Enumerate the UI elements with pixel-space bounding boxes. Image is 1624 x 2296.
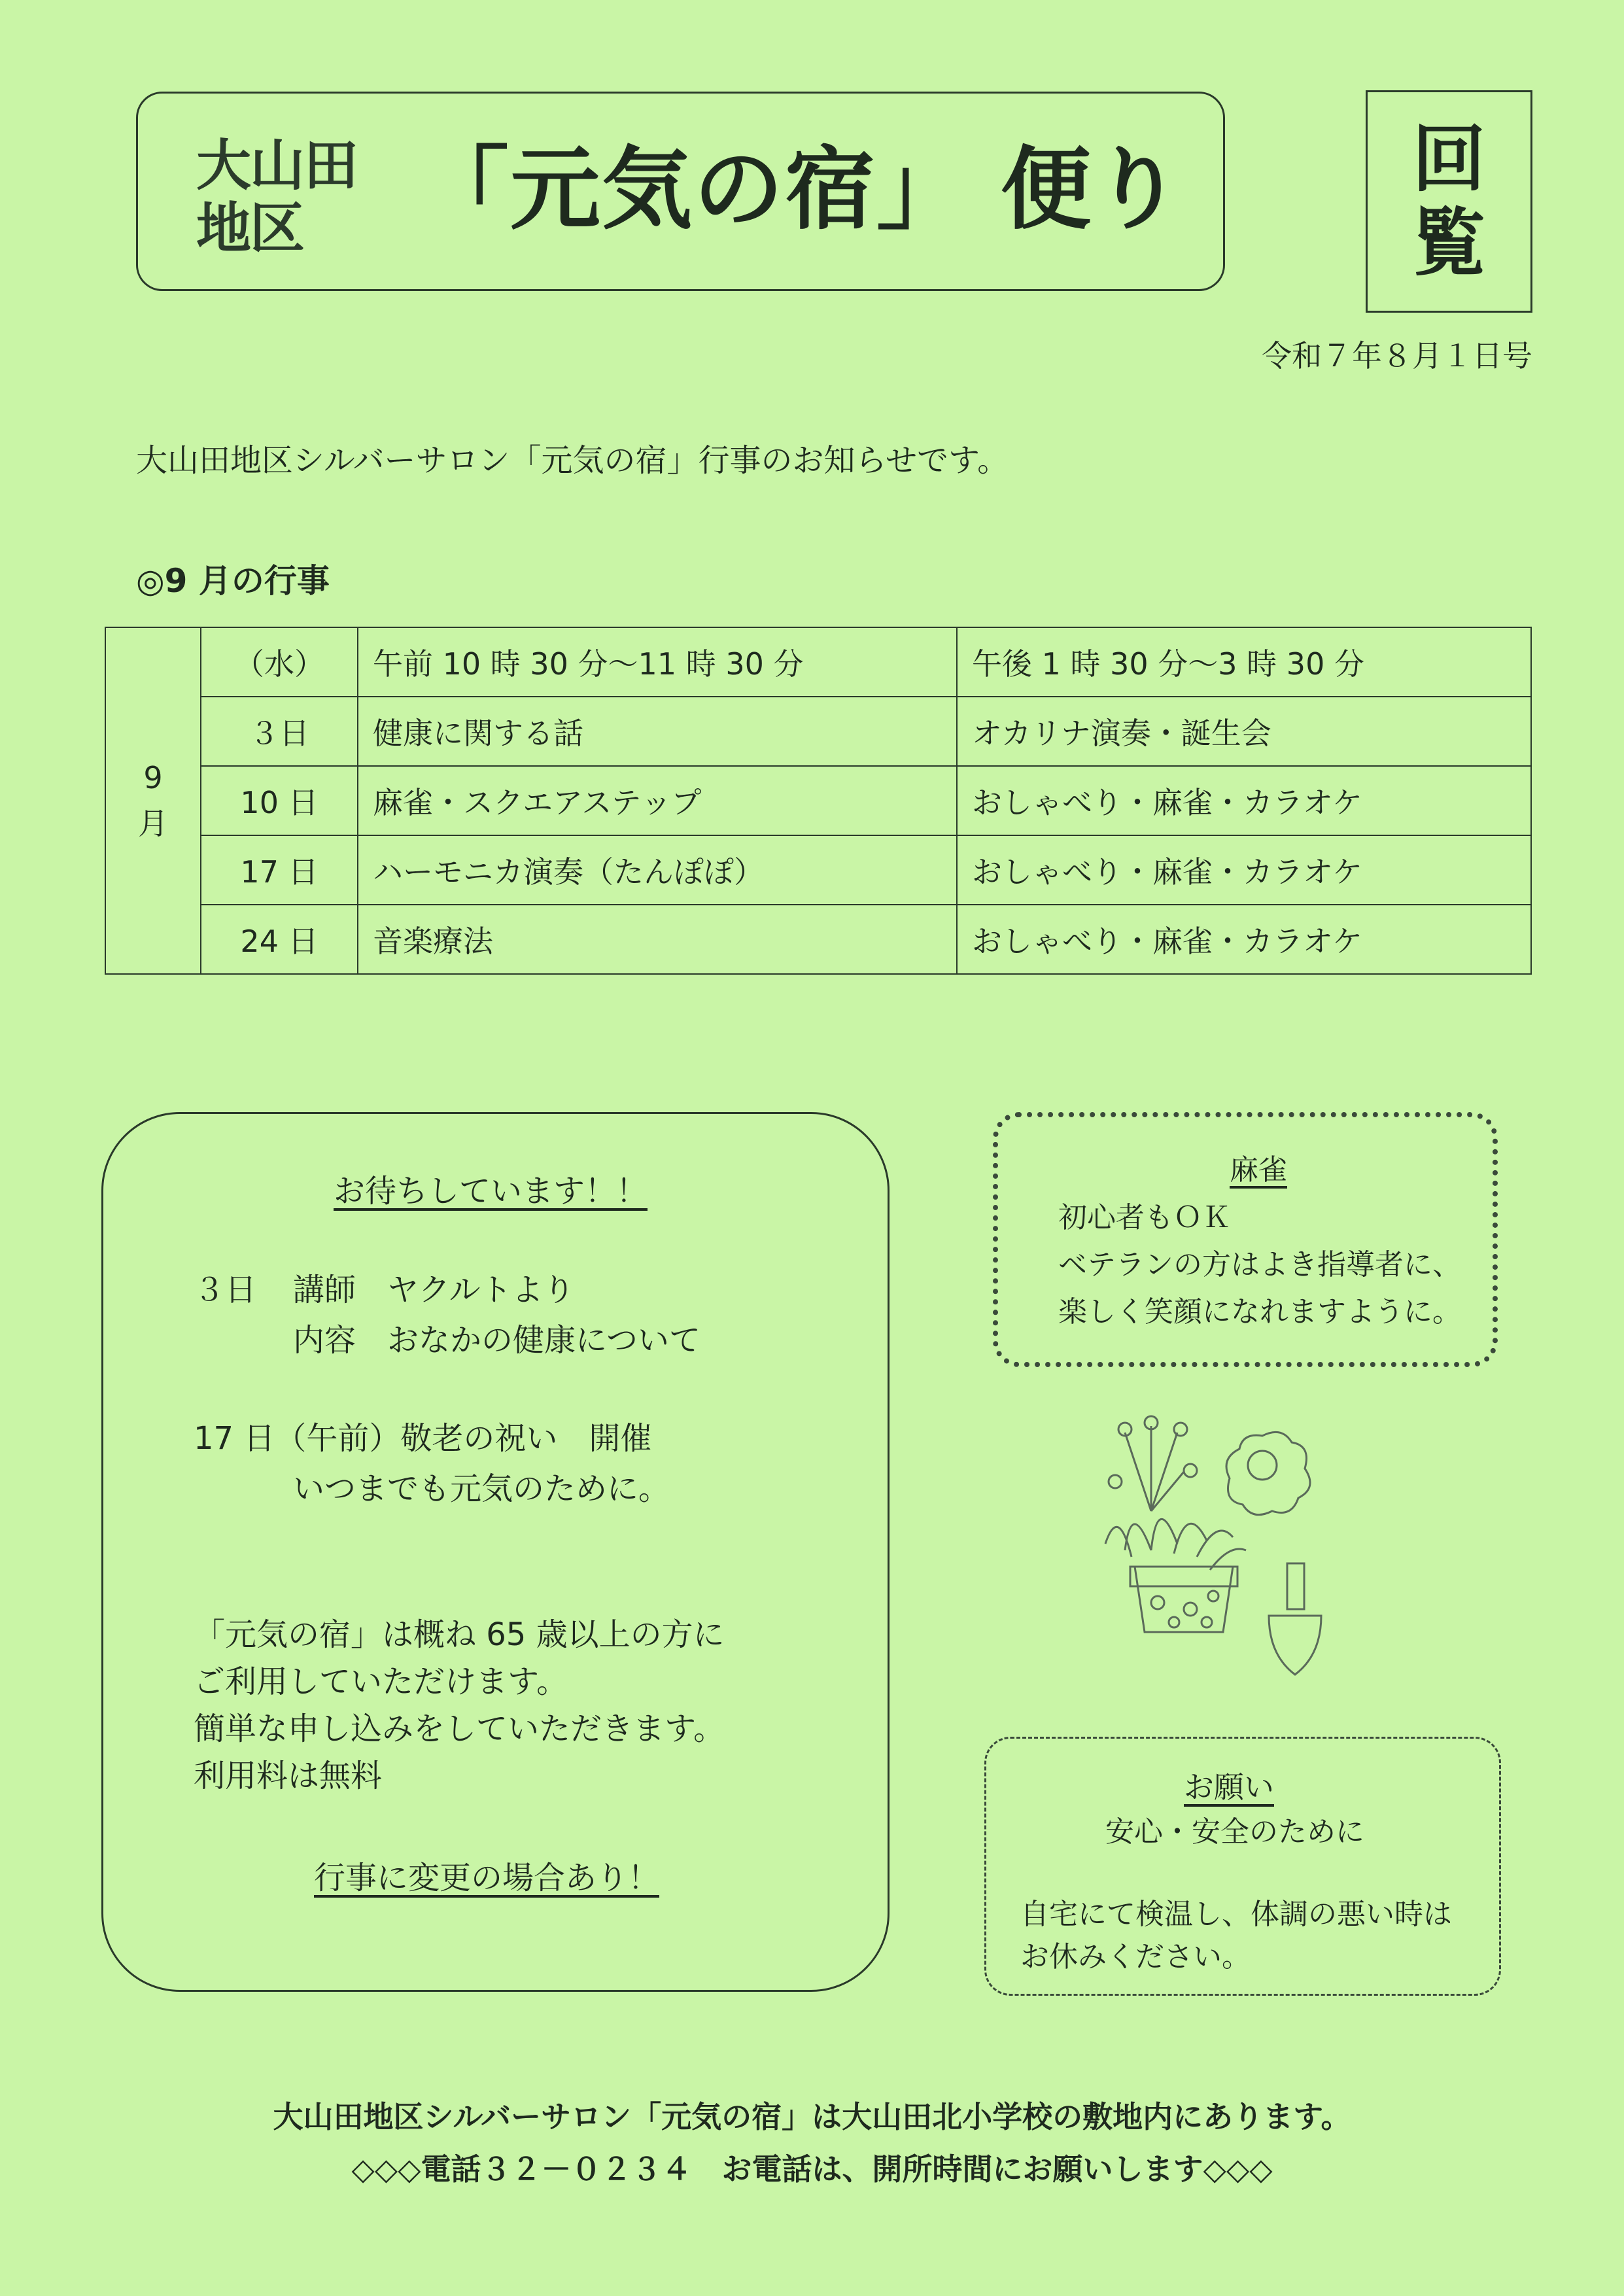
item2-line1: 17 日（午前）敬老の祝い 開催 — [194, 1420, 652, 1457]
info-line1: 「元気の宿」は概ね 65 歳以上の方に — [194, 1616, 725, 1653]
item1-line2: 内容 おなかの健康について — [293, 1322, 701, 1359]
row-am: 音楽療法 — [358, 905, 957, 974]
mahjong-line1: 初心者もＯＫ — [1058, 1201, 1231, 1234]
info-line4: 利用料は無料 — [194, 1758, 383, 1794]
waiting-heading: お待ちしています！！ — [334, 1173, 648, 1209]
row-pm: おしゃべり・麻雀・カラオケ — [957, 835, 1531, 905]
row-pm: オカリナ演奏・誕生会 — [957, 697, 1531, 766]
row-day: 10 日 — [201, 766, 358, 835]
table-row — [105, 697, 1531, 766]
request-subheading: 安心・安全のために — [1105, 1815, 1364, 1849]
request-line1: 自宅にて検温し、体調の悪い時は — [1020, 1898, 1452, 1931]
footer-location: 大山田地区シルバーサロン「元気の宿」は大山田北小学校の敷地内にあります。 — [273, 2099, 1351, 2134]
table-header-pm: 午後 1 時 30 分～3 時 30 分 — [957, 627, 1531, 697]
row-day: ３日 — [201, 697, 358, 766]
info-line3: 簡単な申し込みをしていただきます。 — [194, 1711, 725, 1747]
table-row — [105, 835, 1531, 905]
item1-day: ３日 — [194, 1272, 257, 1308]
district-label: 大山田 地区 — [196, 133, 358, 260]
mahjong-line2: ベテランの方はよき指導者に、 — [1058, 1248, 1461, 1281]
intro-text: 大山田地区シルバーサロン「元気の宿」行事のお知らせです。 — [136, 442, 1009, 479]
footer-phone: ◇◇◇電話３２－０２３４ お電話は、開所時間にお願いします◇◇◇ — [351, 2151, 1273, 2187]
row-pm: おしゃべり・麻雀・カラオケ — [957, 905, 1531, 974]
table-row — [105, 766, 1531, 835]
mahjong-line3: 楽しく笑顔になれますように。 — [1058, 1295, 1461, 1329]
request-heading: お願い — [1184, 1769, 1274, 1805]
row-am: 健康に関する話 — [358, 697, 957, 766]
schedule-table — [105, 627, 1532, 975]
row-am: ハーモニカ演奏（たんぽぽ） — [358, 835, 957, 905]
issue-date: 令和７年８月１日号 — [1262, 338, 1532, 374]
table-header-row — [105, 627, 1531, 697]
section-heading: ◎9 月の行事 — [136, 562, 330, 600]
change-notice: 行事に変更の場合あり！ — [314, 1860, 660, 1896]
table-header-am: 午前 10 時 30 分～11 時 30 分 — [358, 627, 957, 697]
table-header-day: （水） — [201, 627, 358, 697]
row-day: 24 日 — [201, 905, 358, 974]
newsletter-title: 「元気の宿」 便り — [419, 137, 1184, 242]
row-pm: おしゃべり・麻雀・カラオケ — [957, 766, 1531, 835]
circulation-stamp: 回 覧 — [1366, 90, 1532, 313]
request-line2: お休みください。 — [1020, 1940, 1251, 1974]
row-day: 17 日 — [201, 835, 358, 905]
info-line2: ご利用していただけます。 — [194, 1663, 568, 1700]
item1-line1: 講師 ヤクルトより — [293, 1272, 575, 1308]
month-cell: 9 月 — [105, 627, 201, 974]
table-row — [105, 905, 1531, 974]
item2-line2: いつまでも元気のために。 — [293, 1470, 670, 1507]
mahjong-heading: 麻雀 — [1230, 1153, 1287, 1187]
row-am: 麻雀・スクエアステップ — [358, 766, 957, 835]
flower-pot-and-trowel-icon — [1060, 1406, 1360, 1707]
